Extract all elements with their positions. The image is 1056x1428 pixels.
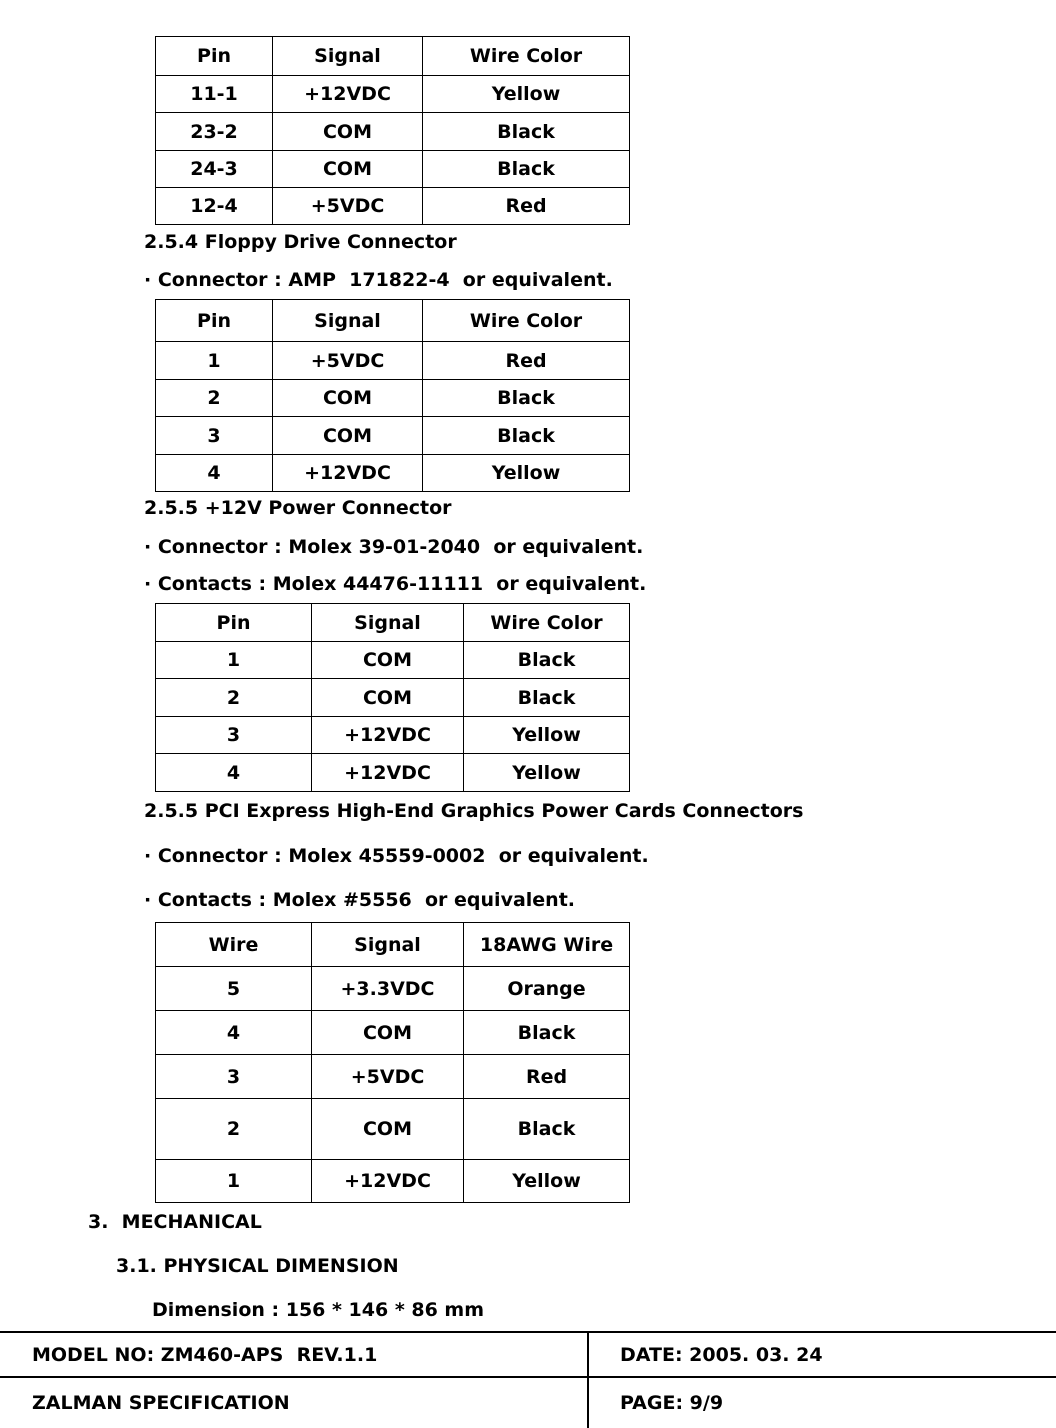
- table-row: [156, 1055, 630, 1099]
- table-cell: Yellow: [423, 455, 630, 492]
- power12v-connector-text: · Connector : Molex 39-01-2040 or equivalent.: [144, 536, 644, 558]
- footer-spec-title: ZALMAN SPECIFICATION: [32, 1392, 290, 1414]
- table-cell: Black: [423, 380, 630, 417]
- header-cell: Wire Color: [423, 37, 630, 76]
- footer-divider-vertical: [587, 1331, 589, 1428]
- table-header-row: [156, 604, 630, 642]
- footer-divider-middle: [0, 1376, 1056, 1378]
- table-cell: Black: [464, 1099, 630, 1160]
- table-cell: COM: [273, 380, 423, 417]
- header-cell: Signal: [273, 37, 423, 76]
- table-cell: COM: [312, 1099, 464, 1160]
- pcie-wire-table: [155, 922, 630, 1203]
- pcie-connector-text: · Connector : Molex 45559-0002 or equivalent.: [144, 845, 649, 867]
- header-cell: Wire: [156, 923, 312, 967]
- power12v-pin-table: [155, 603, 630, 792]
- header-cell: Signal: [312, 923, 464, 967]
- physical-dimension-heading: 3.1. PHYSICAL DIMENSION: [116, 1255, 399, 1277]
- table-cell: 4: [156, 1011, 312, 1055]
- header-cell: Pin: [156, 300, 273, 342]
- table-cell: COM: [312, 679, 464, 717]
- table-cell: COM: [273, 151, 423, 188]
- table-row: [156, 342, 630, 380]
- table-cell: 23-2: [156, 113, 273, 151]
- table-header-row: [156, 37, 630, 76]
- table-cell: Yellow: [464, 1160, 630, 1203]
- header-cell: Wire Color: [423, 300, 630, 342]
- footer-divider-top: [0, 1331, 1056, 1333]
- table-cell: Black: [464, 1011, 630, 1055]
- table-cell: Red: [423, 188, 630, 225]
- header-cell: Signal: [273, 300, 423, 342]
- table-row: [156, 642, 630, 679]
- floppy-pin-table: [155, 299, 630, 492]
- pcie-contacts-text: · Contacts : Molex #5556 or equivalent.: [144, 889, 575, 911]
- table-row: [156, 151, 630, 188]
- floppy-connector-text: · Connector : AMP 171822-4 or equivalent.: [144, 269, 613, 291]
- footer-page-number: PAGE: 9/9: [620, 1392, 724, 1414]
- table-cell: Black: [423, 113, 630, 151]
- table-cell: Yellow: [423, 76, 630, 113]
- header-cell: Pin: [156, 604, 312, 642]
- mechanical-heading: 3. MECHANICAL: [88, 1211, 262, 1233]
- table-cell: 5: [156, 967, 312, 1011]
- table-cell: +5VDC: [273, 188, 423, 225]
- table-cell: 4: [156, 455, 273, 492]
- table-cell: Yellow: [464, 717, 630, 754]
- table-cell: Black: [423, 417, 630, 455]
- power12v-contacts-text: · Contacts : Molex 44476-11111 or equivalent.: [144, 573, 647, 595]
- table-cell: 1: [156, 642, 312, 679]
- footer-date: DATE: 2005. 03. 24: [620, 1344, 823, 1366]
- table-row: [156, 380, 630, 417]
- table-cell: +12VDC: [273, 76, 423, 113]
- footer-model-number: MODEL NO: ZM460-APS REV.1.1: [32, 1344, 378, 1366]
- table-cell: 1: [156, 1160, 312, 1203]
- table-row: [156, 76, 630, 113]
- table-cell: +5VDC: [273, 342, 423, 380]
- table-cell: 2: [156, 1099, 312, 1160]
- table-cell: +5VDC: [312, 1055, 464, 1099]
- table-cell: COM: [312, 642, 464, 679]
- table-row: [156, 1099, 630, 1160]
- table-cell: 12-4: [156, 188, 273, 225]
- table-header-row: [156, 300, 630, 342]
- table-cell: +12VDC: [312, 1160, 464, 1203]
- table-cell: 3: [156, 417, 273, 455]
- table-row: [156, 1160, 630, 1203]
- table-row: [156, 967, 630, 1011]
- pin-table-main: [155, 36, 630, 225]
- table-row: [156, 113, 630, 151]
- table-cell: 3: [156, 717, 312, 754]
- table-cell: 3: [156, 1055, 312, 1099]
- table-cell: COM: [273, 113, 423, 151]
- table-header-row: [156, 923, 630, 967]
- table-cell: COM: [312, 1011, 464, 1055]
- table-cell: 2: [156, 380, 273, 417]
- table-cell: Red: [464, 1055, 630, 1099]
- table-cell: 11-1: [156, 76, 273, 113]
- header-cell: Wire Color: [464, 604, 630, 642]
- table-cell: Yellow: [464, 754, 630, 792]
- table-cell: +12VDC: [312, 717, 464, 754]
- header-cell: 18AWG Wire: [464, 923, 630, 967]
- floppy-heading: 2.5.4 Floppy Drive Connector: [144, 231, 457, 253]
- header-cell: Signal: [312, 604, 464, 642]
- table-row: [156, 1011, 630, 1055]
- table-cell: +3.3VDC: [312, 967, 464, 1011]
- pcie-heading: 2.5.5 PCI Express High-End Graphics Power Cards Connectors: [144, 800, 804, 822]
- table-row: [156, 417, 630, 455]
- table-cell: COM: [273, 417, 423, 455]
- power12v-heading: 2.5.5 +12V Power Connector: [144, 497, 452, 519]
- table-cell: Black: [464, 679, 630, 717]
- table-row: [156, 717, 630, 754]
- table-row: [156, 188, 630, 225]
- table-row: [156, 754, 630, 792]
- header-cell: Pin: [156, 37, 273, 76]
- table-cell: 4: [156, 754, 312, 792]
- table-cell: 24-3: [156, 151, 273, 188]
- table-cell: +12VDC: [312, 754, 464, 792]
- table-cell: Black: [423, 151, 630, 188]
- table-cell: Red: [423, 342, 630, 380]
- table-cell: Black: [464, 642, 630, 679]
- dimension-text: Dimension : 156 * 146 * 86 mm: [152, 1299, 485, 1321]
- page-footer: [0, 1331, 1056, 1428]
- table-row: [156, 679, 630, 717]
- table-cell: +12VDC: [273, 455, 423, 492]
- table-cell: 2: [156, 679, 312, 717]
- table-row: [156, 455, 630, 492]
- table-cell: Orange: [464, 967, 630, 1011]
- table-cell: 1: [156, 342, 273, 380]
